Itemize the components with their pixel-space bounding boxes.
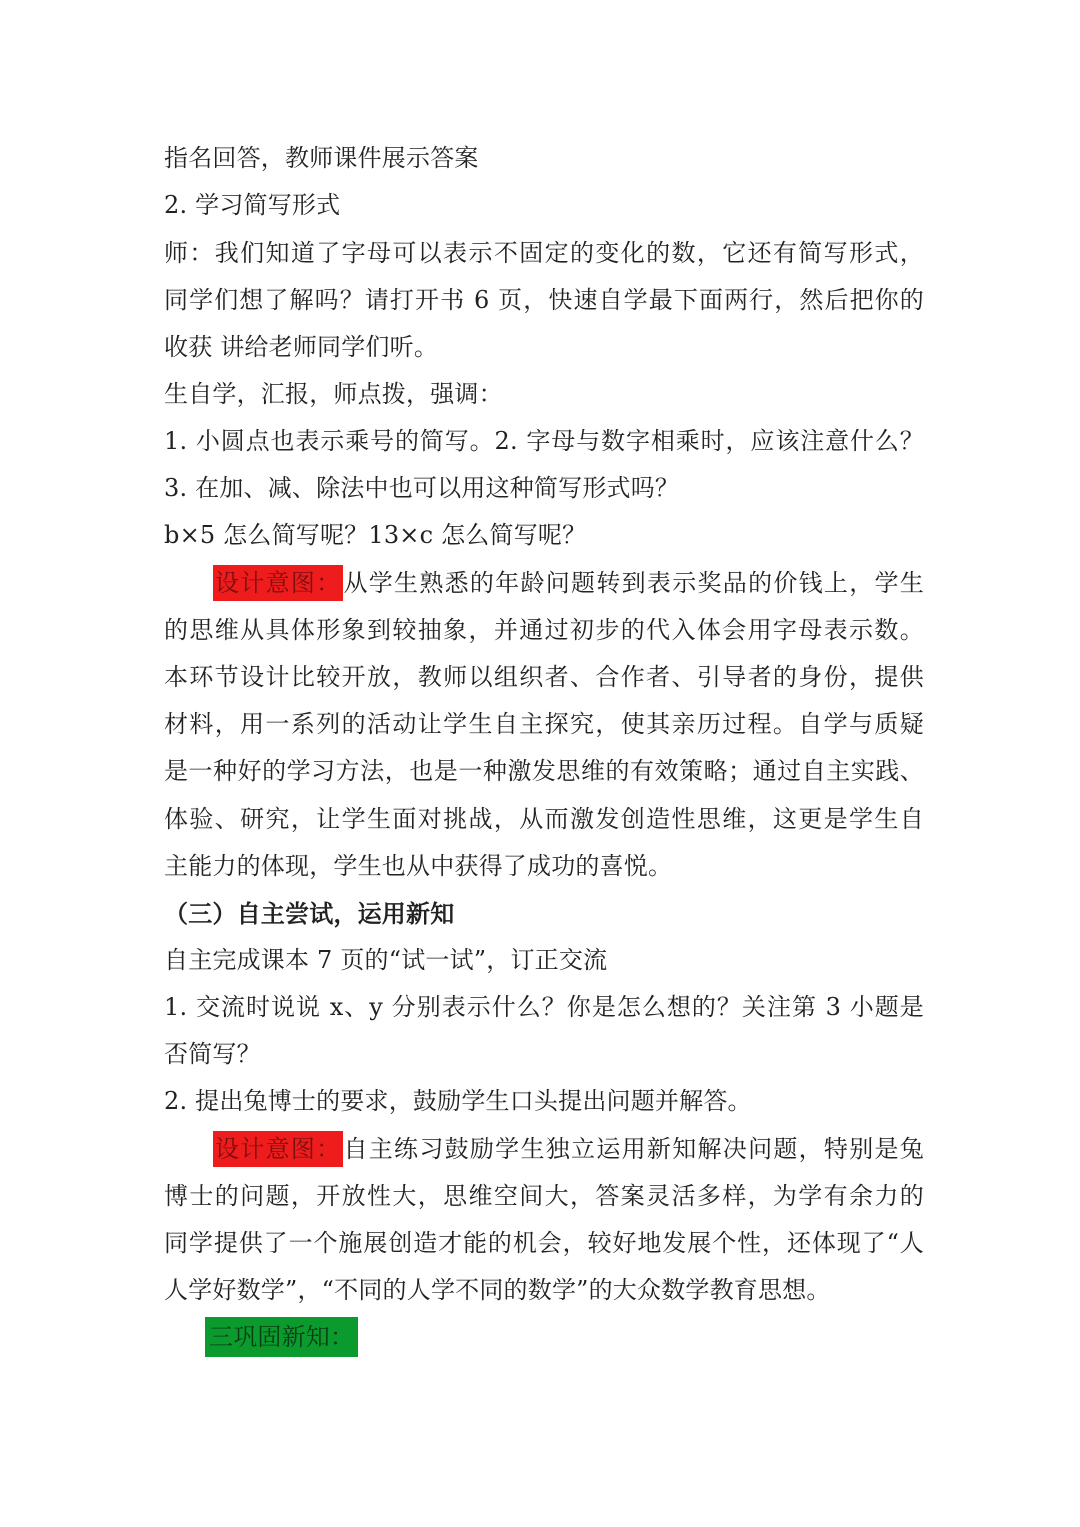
paragraph-line: 否简写？: [164, 1040, 261, 1068]
paragraph-line: 的思维从具体形象到较抽象，并通过初步的代入体会用字母表示数。: [164, 616, 924, 644]
paragraph-line: 2. 提出兔博士的要求，鼓励学生口头提出问题并解答。: [164, 1087, 752, 1115]
design-intent-label: 设计意图：: [213, 565, 343, 601]
paragraph-line: 指名回答，教师课件展示答案: [164, 144, 479, 172]
paragraph-text: 自主练习鼓励学生独立运用新知解决问题，特别是兔: [343, 1135, 924, 1163]
paragraph-line: 自主完成课本 7 页的“试一试”，订正交流: [164, 946, 608, 974]
paragraph-line: 生自学，汇报，师点拨，强调：: [164, 380, 503, 408]
paragraph-line: 收获 讲给老师同学们听。: [164, 333, 439, 361]
paragraph-line: 3. 在加、减、除法中也可以用这种简写形式吗？: [164, 474, 680, 502]
paragraph-line: 1. 小圆点也表示乘号的简写。2. 字母与数字相乘时，应该注意什么？: [164, 427, 924, 455]
paragraph-line: 师：我们知道了字母可以表示不固定的变化的数，它还有简写形式，: [164, 239, 924, 267]
paragraph-line: 人学好数学”，“不同的人学不同的数学”的大众数学教育思想。: [164, 1276, 831, 1304]
consolidate-label: 三巩固新知：: [205, 1317, 358, 1357]
paragraph-line: 2. 学习简写形式: [164, 191, 341, 219]
paragraph-line: 同学们想了解吗？请打开书 6 页，快速自学最下面两行，然后把你的: [164, 286, 924, 314]
consolidate-section: [205, 1314, 965, 1361]
paragraph-line: 本环节设计比较开放，教师以组织者、合作者、引导者的身份，提供: [164, 663, 924, 691]
paragraph-line: 材料，用一系列的活动让学生自主探究，使其亲历过程。自学与质疑: [164, 710, 924, 738]
section-heading: （三）自主尝试，运用新知: [164, 899, 455, 928]
design-intent-paragraph: [213, 560, 924, 607]
paragraph-line: 博士的问题，开放性大，思维空间大，答案灵活多样，为学有余力的: [164, 1182, 924, 1210]
design-intent-label: 设计意图：: [213, 1131, 343, 1167]
paragraph-text: 从学生熟悉的年龄问题转到表示奖品的价钱上，学生: [343, 569, 924, 597]
paragraph-line: 主能力的体现，学生也从中获得了成功的喜悦。: [164, 852, 673, 880]
paragraph-line: 同学提供了一个施展创造才能的机会，较好地发展个性，还体现了“人: [164, 1229, 924, 1257]
paragraph-line: b×5 怎么简写呢？13×c 怎么简写呢？: [164, 521, 587, 549]
paragraph-line: 体验、研究，让学生面对挑战，从而激发创造性思维，这更是学生自: [164, 805, 924, 833]
paragraph-line: 是一种好的学习方法，也是一种激发思维的有效策略；通过自主实践、: [164, 757, 924, 785]
design-intent-paragraph: [213, 1126, 924, 1173]
paragraph-line: 1. 交流时说说 x、y 分别表示什么？你是怎么想的？关注第 3 小题是: [164, 993, 924, 1021]
